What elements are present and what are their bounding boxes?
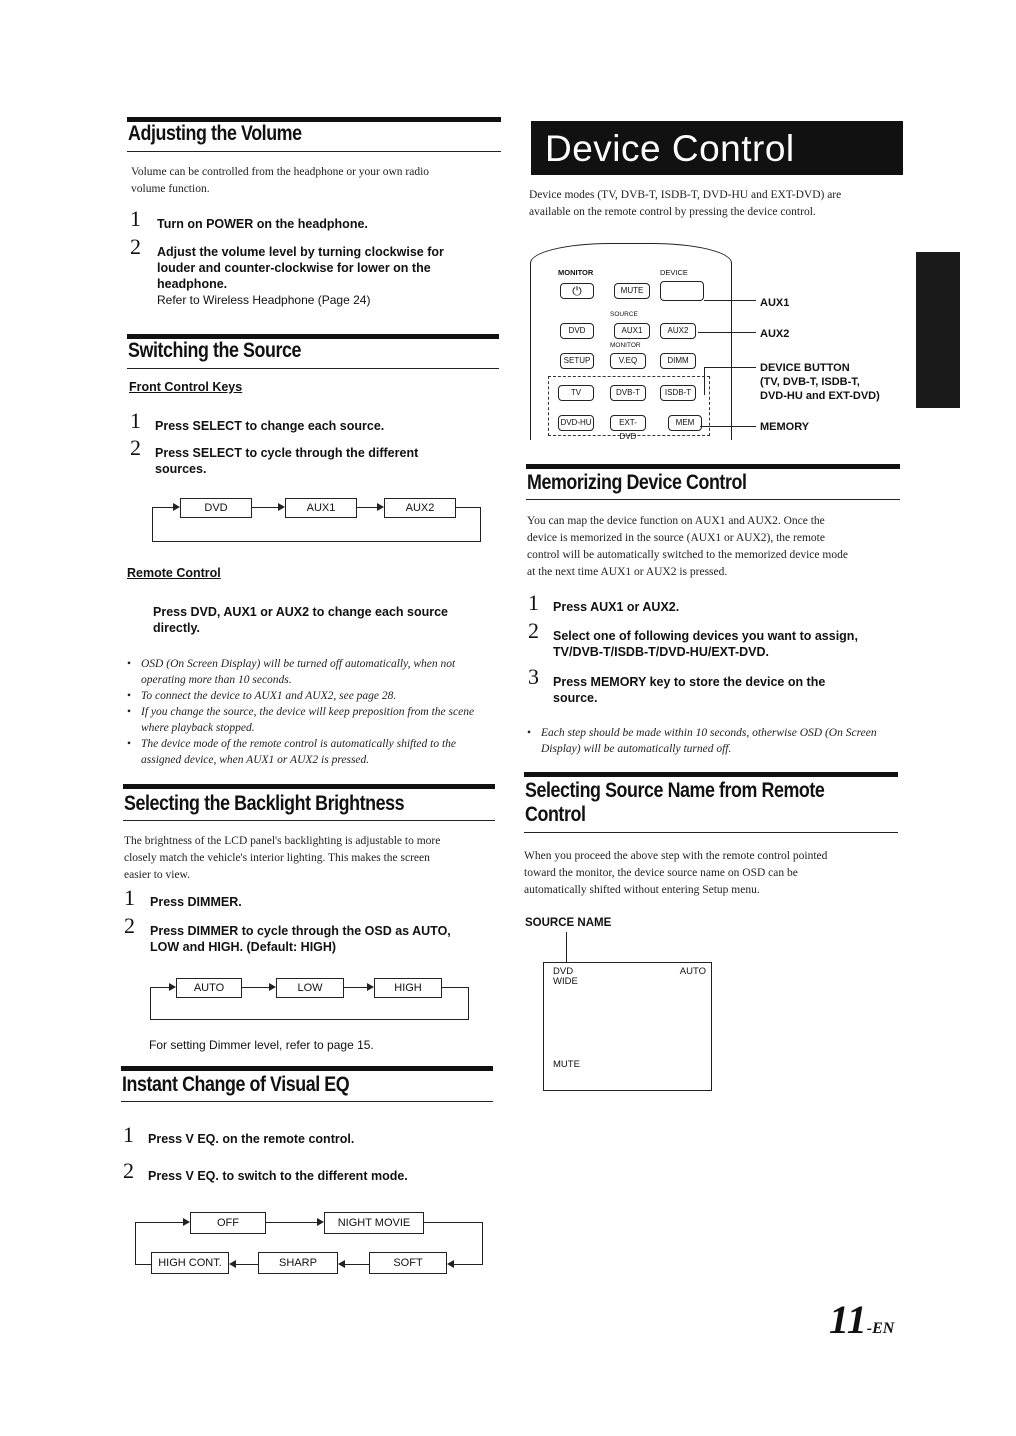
osd-mute: MUTE (553, 1059, 580, 1070)
section-title-device-control: Device Control (545, 128, 795, 169)
callout-line (704, 300, 756, 301)
step-number: 1 (130, 408, 141, 433)
remote-isdbt-key: ISDB-T (660, 385, 696, 401)
section-underline (524, 832, 898, 833)
remote-veq-key: V.EQ (610, 353, 646, 369)
section-underline (121, 1101, 493, 1102)
flow-box-off: OFF (190, 1212, 266, 1234)
source-notes (127, 656, 487, 768)
section-underline (123, 820, 495, 821)
backlight-step-1: Press DIMMER. (150, 895, 242, 909)
flow-box-sharp: SHARP (258, 1252, 338, 1274)
step-number: 2 (123, 1158, 134, 1183)
remote-device-key (660, 281, 704, 301)
section-underline (127, 151, 501, 152)
memorizing-step-1: Press AUX1 or AUX2. (553, 600, 680, 614)
remote-dvbt-key: DVB-T (610, 385, 646, 401)
step-number: 2 (130, 435, 141, 460)
section-title-source-name: Selecting Source Name from Remote Control (525, 779, 825, 826)
callout-line (704, 367, 756, 368)
backlight-intro: The brightness of the LCD panel's backlighting is adjustable to more closely match the vehicle's interior lighting. This makes the screen easier to view. (124, 835, 441, 881)
memorizing-notes (527, 725, 892, 757)
section-title-backlight: Selecting the Backlight Brightness (124, 792, 405, 815)
step-number: 2 (130, 234, 141, 259)
remote-dimm-key: DIMM (660, 353, 696, 369)
volume-step-1: Turn on POWER on the headphone. (157, 217, 368, 231)
remote-power-key: ⏻ (560, 283, 594, 299)
source-step-1: Press SELECT to change each source. (155, 419, 385, 433)
remote-device-label: DEVICE (660, 268, 688, 277)
step-number: 1 (124, 885, 135, 910)
dimmer-footnote: For setting Dimmer level, refer to page 15. (149, 1038, 374, 1052)
source-name-intro: When you proceed the above step with the remote control pointed toward the monitor, the device source name on OSD can be automatically shifted without entering Setup menu. (524, 850, 828, 896)
remote-dvd-key: DVD (560, 323, 594, 339)
callout-line (700, 426, 756, 427)
callout-line (704, 367, 705, 395)
section-rule (524, 772, 898, 777)
memorizing-intro: You can map the device function on AUX1 and AUX2. Once the device is memorized in the source (AUX1 or AUX2), the remote control will be automatically switched to the memorized device mode at the next time AUX1 or AUX2 is pressed. (527, 515, 848, 578)
front-control-keys-heading: Front Control Keys (129, 380, 243, 394)
osd-screen (543, 962, 712, 1091)
flow-box-high: HIGH (374, 978, 442, 998)
section-underline (526, 499, 900, 500)
section-title-source: Switching the Source (128, 339, 302, 362)
remote-source-label: SOURCE (610, 311, 638, 318)
callout-memory: MEMORY (760, 421, 810, 433)
osd-dvd: DVD (553, 966, 574, 977)
remote-mute-key: MUTE (614, 283, 650, 299)
flow-box-aux2: AUX2 (384, 498, 456, 518)
veq-step-2: Press V EQ. to switch to the different mode. (148, 1169, 408, 1183)
flow-box-high-cont: HIGH CONT. (151, 1252, 229, 1274)
flow-box-aux1: AUX1 (285, 498, 357, 518)
note-item: • OSD (On Screen Display) will be turned off automatically, when not operating more than 10 seconds. (127, 656, 487, 688)
remote-setup-key: SETUP (560, 353, 594, 369)
remote-aux1-key: AUX1 (614, 323, 650, 339)
step-number: 1 (123, 1122, 134, 1147)
note-item: • Each step should be made within 10 seconds, otherwise OSD (On Screen Display) will be automatically turned off. (527, 725, 892, 757)
section-title-visual-eq: Instant Change of Visual EQ (122, 1073, 350, 1096)
flow-box-low: LOW (276, 978, 344, 998)
step-number: 2 (124, 913, 135, 938)
flow-box-soft: SOFT (369, 1252, 447, 1274)
flow-box-night-movie: NIGHT MOVIE (324, 1212, 424, 1234)
osd-auto: AUTO (679, 966, 706, 977)
section-rule (526, 464, 900, 469)
callout-aux1: AUX1 (760, 297, 790, 309)
memorizing-step-3: Press MEMORY key to store the device on the source. (553, 675, 826, 705)
page-number: 11-EN (829, 1297, 895, 1342)
callout-line (698, 332, 756, 333)
remote-dvdhu-key: DVD-HU (558, 415, 594, 431)
section-title-memorizing: Memorizing Device Control (527, 471, 747, 494)
remote-tv-key: TV (558, 385, 594, 401)
note-item: • The device mode of the remote control is automatically shifted to the assigned device, when AUX1 or AUX2 is pressed. (127, 736, 487, 768)
section-rule (121, 1066, 493, 1071)
volume-intro: Volume can be controlled from the headphone or your own radio volume function. (131, 166, 430, 195)
note-item: • If you change the source, the device will keep preposition from the scene where playback stopped. (127, 704, 487, 736)
step-number: 1 (130, 206, 141, 231)
section-rule (123, 784, 495, 789)
side-tab-marker (916, 252, 960, 408)
callout-aux2: AUX2 (760, 328, 790, 340)
device-control-banner (531, 121, 903, 175)
remote-control-instruction: Press DVD, AUX1 or AUX2 to change each source directly. (153, 605, 449, 635)
step-number: 1 (528, 590, 539, 615)
remote-illustration (530, 243, 735, 443)
section-title-volume: Adjusting the Volume (128, 122, 302, 145)
step-number: 3 (528, 664, 539, 689)
source-step-2: Press SELECT to cycle through the different sources. (155, 446, 419, 476)
remote-control-heading: Remote Control (127, 566, 221, 580)
osd-wide: WIDE (553, 976, 578, 987)
step-number: 2 (528, 618, 539, 643)
remote-monitor-label-2: MONITOR (610, 342, 641, 349)
remote-monitor-label: MONITOR (558, 268, 594, 277)
backlight-step-2: Press DIMMER to cycle through the OSD as AUTO, LOW and HIGH. (Default: HIGH) (150, 924, 451, 954)
note-item: • To connect the device to AUX1 and AUX2, see page 28. (127, 688, 487, 704)
remote-mem-key: MEM (668, 415, 702, 431)
remote-extdvd-key: EXT-DVD (610, 415, 646, 431)
veq-step-1: Press V EQ. on the remote control. (148, 1132, 355, 1146)
flow-box-dvd: DVD (180, 498, 252, 518)
device-intro: Device modes (TV, DVB-T, ISDB-T, DVD-HU and EXT-DVD) are available on the remote control by pressing the device control. (529, 189, 842, 218)
section-underline (127, 368, 499, 369)
volume-step-2: Adjust the volume level by turning clockwise for louder and counter-clockwise for lower on the headphone. Refer to Wireless Headphone (Page 24) (157, 245, 444, 307)
callout-device-button: DEVICE BUTTON (TV, DVB-T, ISDB-T, DVD-HU and EXT-DVD) (760, 362, 880, 402)
memorizing-step-2: Select one of following devices you want to assign, TV/DVB-T/ISDB-T/DVD-HU/EXT-DVD. (553, 629, 858, 659)
source-name-label: SOURCE NAME (525, 917, 612, 929)
flow-box-auto: AUTO (176, 978, 242, 998)
source-name-pointer (566, 932, 567, 962)
remote-aux2-key: AUX2 (660, 323, 696, 339)
